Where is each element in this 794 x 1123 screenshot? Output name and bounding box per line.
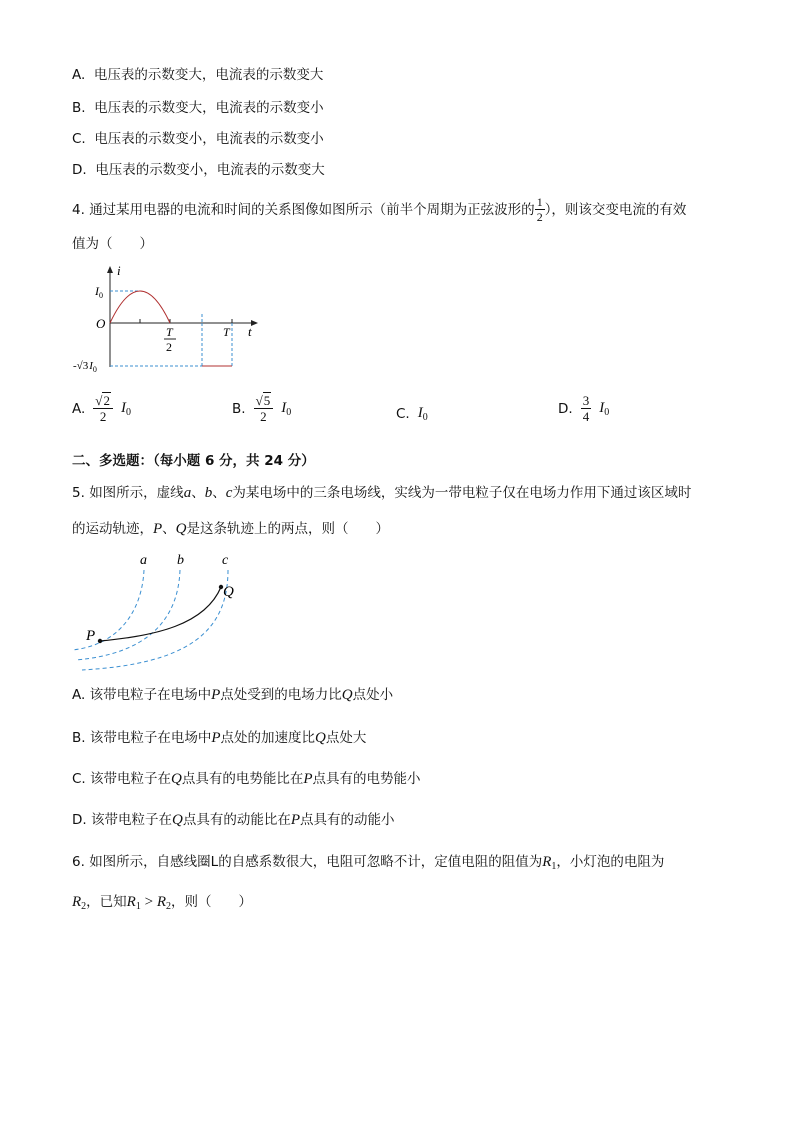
half-period-num: T [166, 325, 173, 339]
i0-label: $I_0$ [95, 284, 103, 300]
neg-label: $-√3I_0$ [73, 360, 97, 374]
x-axis-label: t [248, 324, 252, 339]
field-line-b [76, 570, 180, 660]
q4-stem: 4. 通过某用电器的电流和时间的关系图像如图所示（前半个周期为正弦波形的 $\frac{1}{2}$ ），则该交变电流的有效 [72, 195, 687, 224]
q6-stem-line2: $R_2$，已知$R_1 > R_2$，则（ ） [72, 894, 252, 912]
q3-option-a: A. 电压表的示数变大，电流表的示数变大 [72, 67, 324, 83]
label-c: c [222, 553, 229, 568]
q4-current-graph [70, 262, 270, 374]
sine-curve [110, 291, 170, 323]
q4-stem-line2: 值为（ ） [72, 236, 153, 252]
label-p: P [86, 628, 96, 644]
q3-option-c: C. 电压表的示数变小，电流表的示数变小 [72, 131, 324, 147]
q4-option-d: D. $\frac{3}{4}$ $I_0$ [558, 393, 610, 424]
q3-option-d: D. 电压表的示数变小，电流表的示数变大 [72, 162, 325, 178]
q4-option-d-fraction: $\frac{3}{4}$ [582, 393, 590, 424]
q5-option-b: B. 该带电粒子在电场中P点处的加速度比Q点处大 [72, 730, 367, 746]
origin-label: O [96, 316, 106, 331]
half-period-den: 2 [166, 340, 172, 354]
y-axis-label: i [117, 263, 121, 278]
label-b: b [177, 553, 184, 568]
q5-stem: 5. 如图所示，虚线a、b、c为某电场中的三条电场线，实线为一带电粒子仅在电场力作用下通过该区域时 [72, 485, 692, 501]
q4-option-a-fraction: $\frac{√2}{2}$ [93, 394, 113, 423]
q5-option-d: D. 该带电粒子在Q点具有的动能比在P点具有的动能小 [72, 812, 395, 828]
q4-option-c: C. $I_0$ [396, 405, 428, 423]
y-axis-arrow [107, 266, 113, 273]
field-line-c [82, 570, 228, 670]
section2-title: 二、多选题：（每小题 6 分，共 24 分） [72, 453, 315, 469]
q4-option-b: B. $\frac{√5}{2}$ $I_0$ [232, 393, 292, 424]
period-label: T [223, 325, 230, 339]
label-a: a [140, 553, 147, 568]
x-axis-arrow [251, 320, 258, 326]
q3-option-b: B. 电压表的示数变大，电流表的示数变小 [72, 100, 324, 116]
q5-field-figure [70, 550, 250, 672]
q5-stem-line2: 的运动轨迹，P、Q是这条轨迹上的两点，则（ ） [72, 521, 390, 537]
q4-stem-fraction: $\frac{1}{2}$ [536, 195, 543, 224]
point-p [98, 639, 102, 643]
trajectory [100, 587, 221, 641]
label-q: Q [223, 584, 234, 600]
q6-stem: 6. 如图所示，自感线圈L的自感系数很大，电阻可忽略不计，定值电阻的阻值为$R_1$，小灯泡的电阻为 [72, 854, 665, 872]
q6-r2: $R_2$ [72, 894, 87, 912]
q5-option-c: C. 该带电粒子在Q点具有的电势能比在P点具有的电势能小 [72, 771, 421, 787]
q4-option-a: A. $\frac{√2}{2}$ $I_0$ [72, 393, 131, 424]
q5-option-a: A. 该带电粒子在电场中P点处受到的电场力比Q点处小 [72, 687, 394, 703]
field-line-a [72, 570, 144, 650]
q6-comparison: $R_1 > R_2$ [126, 894, 171, 912]
q4-option-b-fraction: $\frac{√5}{2}$ [254, 394, 274, 423]
